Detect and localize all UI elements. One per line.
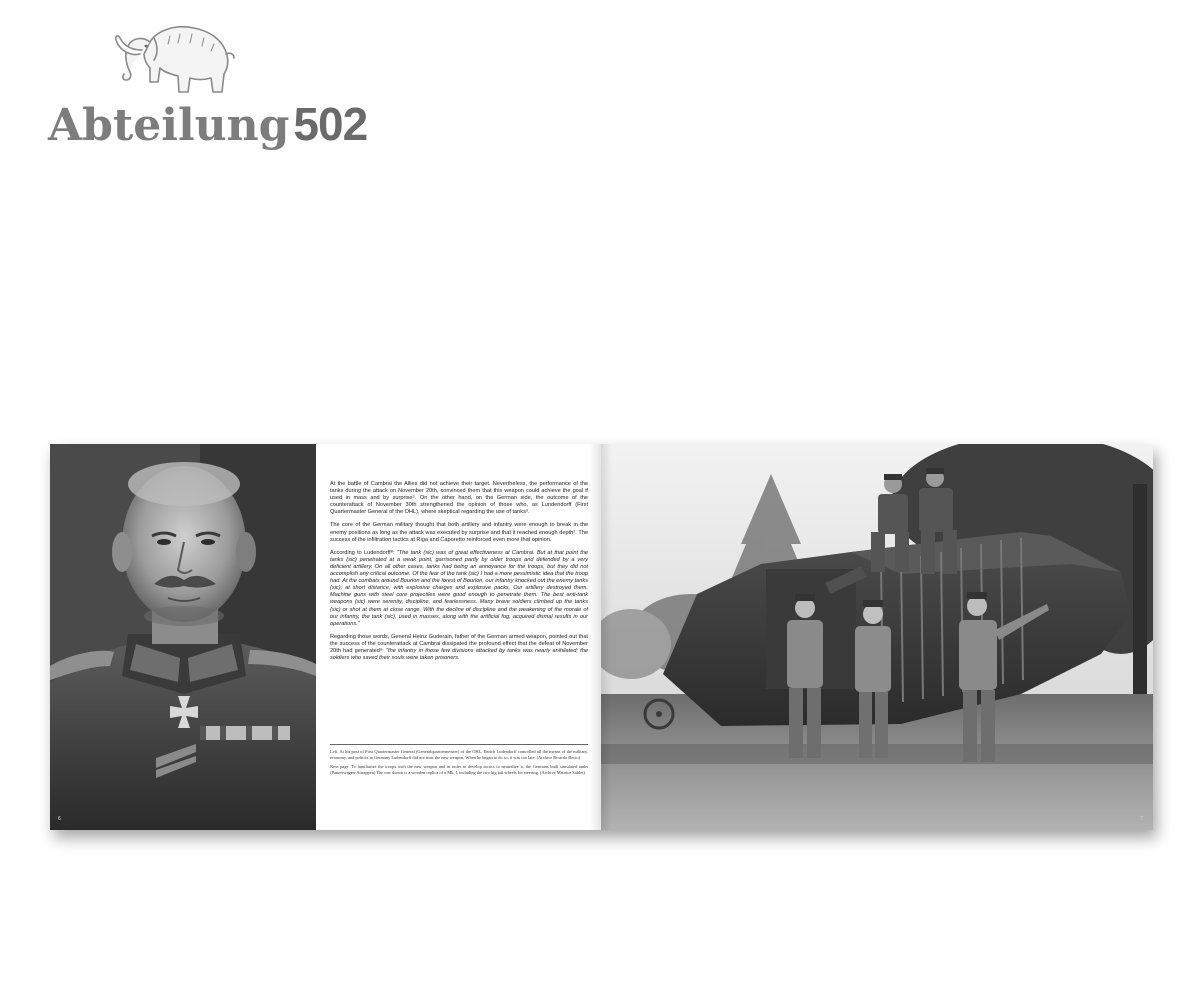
- brand-logo: [48, 16, 368, 156]
- paragraph-text: According to Ludendorff⁸:: [330, 549, 397, 556]
- quoted-text: "the infantry in those few divisions attacked by tanks was nearly anihilated; the soldiers who saved their souls were taken prisoners.: [330, 647, 588, 662]
- text-page: [316, 444, 601, 830]
- caption-block: [330, 744, 588, 779]
- quoted-text: "The tank (sic) was of great effectiveness at Cambrai. But at that point the tanks (sic) penetrated at a weak point, garrisoned partly by older troops and defended by a very deficient artillery. On all other cases, tanks had being an annoyance for the troops, but they did not accomplish any critical outcome. Of the fear of the tank (sic) I had a more pessimistic idea that the troop had. At the combats around Bourlon and the forest of Bourlon, our infantry knocked out the enemy tanks (sic), at short distance, with explosive charges and explosive packs. Our artillery destroyed them. Machine guns with steel core projectiles were good enough to penetrate them. The best anti-tank weapons (sic) were serenity, discipline, and fearlessness. Many brave soldiers climbed up the tanks (sic) or shot at them at close range. With the decline of discipline and the weakening of the morale of our infantry, the tank (sic), used in masses, along with the artificial fog, acquired dismal results in our operations.": [330, 549, 588, 627]
- portrait-photo: [50, 444, 316, 830]
- page-number-right: 7: [1140, 816, 1143, 822]
- brand-number: 502: [293, 98, 368, 150]
- mammoth-icon: [110, 16, 238, 96]
- paragraph-text: The core of the German military thought that both artillery and infantry were enough to break in the enemy positions as long as the attack was executed by surprise and that it reached enough depth⁷. The success of the infiltration tactics at Riga and Caporetto reinforced even more that opinion.: [330, 522, 588, 543]
- body-paragraph: [330, 634, 588, 662]
- tank-illustration: [601, 444, 1153, 830]
- photo-caption: Left. At his post of First Quartermaster General (Generalquartiermeister) of the OHL, Enrich Ludendorff controlled all the means of the military, economy, and politics in Germany Ludendorff did not trust the new weapon. When he began to do so, it was too late. (Archive Ricardo Recio).: [330, 749, 588, 760]
- photo-caption: Next page. To familiarize the troops with the new weapon and in order to develop tactics to neutralize it, the Germans built simulated tanks (Panzerwagen-Attrappen) The one shown is a wooden replica of a Mk. I, including the two big tail wheels for steering. (Archive Maurice Sablet).: [330, 764, 588, 775]
- body-paragraph: [330, 550, 588, 628]
- paragraph-text: Regarding those words, General Heinz Guderain, father of the German armed weapon, pointed out that the success of the counterattack at Cambrai dissipated the profound effect that the defeat of November 20th had generated⁹:: [330, 633, 588, 654]
- paragraph-text: At the battle of Cambrai the Allies did not achieve their target. Nevertheless, the performance of the tanks during the attack on November 20th, convinced them that this weapon could achieve the goal if used in mass and by surprise⁵. On the other hand, on the German side, the outcome of the counterattack of November 30th strengthened the opinion of those who, as Lundendorff (First Quartermaster General of the OHL), where skeptical regarding the use of tanks⁶.: [330, 481, 588, 516]
- page-number-left: 6: [58, 816, 61, 822]
- book-spread: [50, 444, 1153, 830]
- body-paragraph: [330, 481, 588, 516]
- body-paragraph: [330, 522, 588, 543]
- body-text: [330, 481, 588, 668]
- portrait-illustration: [50, 444, 316, 830]
- tank-photo: [601, 444, 1153, 830]
- brand-wordmark: [48, 96, 367, 154]
- brand-name: Abteilung: [48, 100, 290, 151]
